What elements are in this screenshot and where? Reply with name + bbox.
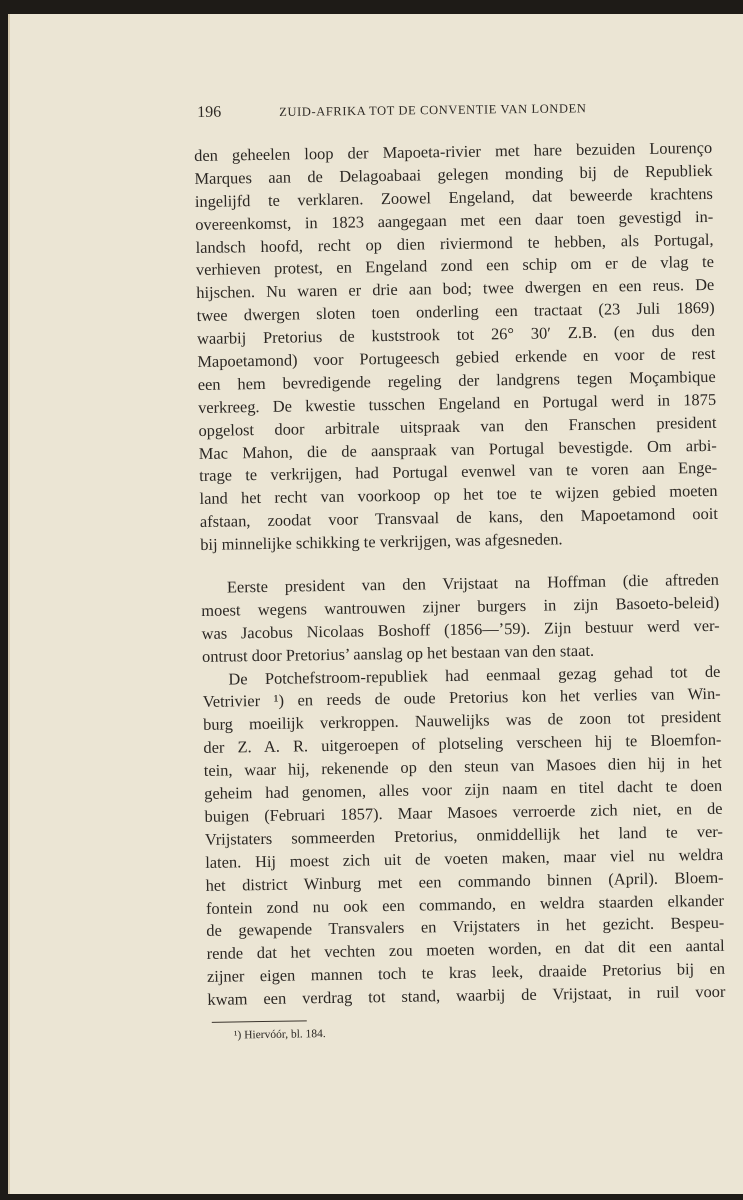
text-line: opgelost door arbitrale uitspraak van den Franschen president bbox=[198, 412, 717, 440]
text-line: Mapoetamond) voor Portugeesch gebied erkende en voor de rest bbox=[197, 343, 716, 371]
text-line: een hem bevredigende regeling der landgrens tegen Moçambique bbox=[197, 366, 716, 394]
text-line: den geheelen loop der Mapoeta-rivier met hare bezuiden Lourenço bbox=[194, 137, 713, 165]
text-line: verkreeg. De kwestie tusschen Engeland en Portugal werd in 1875 bbox=[197, 389, 717, 417]
text-line: buigen (Februari 1857). Maar Masoes verroerde zich niet, en de bbox=[204, 798, 723, 826]
text-line: tein, waar hij, rekenende op den steun van Masoes dien hij in het bbox=[203, 752, 722, 781]
book-page bbox=[8, 14, 743, 1194]
text-line: twee dwergen sloten toen onderling een tractaat (23 Juli 1869) bbox=[196, 298, 715, 326]
text-line: Vetrivier ¹) en reeds de oude Pretorius kon het verlies van Win- bbox=[202, 684, 721, 712]
text-line: laten. Hij moest zich uit de voeten maken, maar viel nu weldra bbox=[205, 844, 724, 872]
text-line: ingelijfd te verklaren. Zoowel Engeland, dat beweerde krachtens bbox=[194, 183, 713, 211]
text-line: rende dat het vechten zou moeten worden, en dat dit een aantal bbox=[206, 936, 725, 964]
text-line: Mac Mahon, die de aanspraak van Portugal bevestigde. Om arbi- bbox=[198, 435, 717, 463]
footnote-rule bbox=[212, 1020, 307, 1022]
text-line: trage te verkrijgen, had Portugal evenwel van te voren aan Enge- bbox=[199, 458, 718, 486]
text-line: Marques aan de Delagoabaai gelegen monding bij de Republiek bbox=[194, 160, 713, 188]
text-line: was Jacobus Nicolaas Boshoff (1856—’59). Zijn bestuur werd ver- bbox=[201, 615, 720, 643]
paragraph-1 bbox=[194, 137, 718, 557]
paragraph-3 bbox=[202, 660, 725, 1011]
body-text bbox=[194, 137, 726, 1044]
text-line: der Z. A. R. uitgeroepen of plotseling verscheen hij te Bloemfon- bbox=[203, 730, 722, 758]
footnote: ¹) Hiervóór, bl. 184. bbox=[233, 1027, 326, 1042]
text-line: bij minnelijke schikking te verkrijgen, was afgesneden. bbox=[200, 529, 563, 555]
text-line: moest wegens wantrouwen zijner burgers in zijn Basoeto-beleid) bbox=[201, 592, 720, 620]
running-head: ZUID-AFRIKA TOT DE CONVENTIE VAN LONDEN bbox=[279, 101, 587, 119]
text-line: verhieven protest, en Engeland zond een schip om er de vlag te bbox=[195, 252, 715, 280]
text-line: hijschen. Nu waren er drie aan bod; twee dwergen en een reus. De bbox=[196, 275, 715, 303]
text-line: burg moeilijk verkroppen. Nauwelijks was de zoon tot president bbox=[202, 707, 722, 735]
text-line: afstaan, zoodat voor Transvaal de kans, den Mapoetamond ooit bbox=[199, 504, 719, 532]
text-line: land het recht van voorkoop op het toe te wijzen gebied moeten bbox=[199, 481, 718, 509]
text-line: De Potchefstroom-republiek had eenmaal gezag gehad tot de bbox=[228, 661, 721, 689]
text-line: de gewapende Transvalers en Vrijstaters in het gezicht. Bespeu- bbox=[206, 913, 725, 941]
text-line: kwam een verdrag tot stand, waarbij de Vrijstaat, in ruil voor bbox=[207, 981, 726, 1009]
text-line: ontrust door Pretorius’ aanslag op het bestaan van den staat. bbox=[201, 640, 595, 666]
page-number: 196 bbox=[197, 103, 222, 121]
text-line: geheim had genomen, alles voor zijn naam en titel dacht te doen bbox=[204, 775, 723, 803]
text-line: fontein zond nu ook een commando, en weldra staarden elkander bbox=[205, 890, 725, 918]
text-line: Vrijstaters sommeerden Pretorius, onmiddellijk het land te ver- bbox=[204, 821, 723, 849]
text-line: landsch hoofd, recht op dien riviermond te hebben, als Portugal, bbox=[195, 229, 714, 257]
text-line: overeenkomst, in 1823 aangegaan met een daar toen gevestigd in- bbox=[195, 206, 714, 234]
text-line: Eerste president van den Vrijstaat na Hoffman (die aftreden bbox=[226, 569, 720, 597]
paragraph-2 bbox=[201, 569, 720, 669]
text-line: het district Winburg met een commando binnen (April). Bloem- bbox=[205, 867, 724, 895]
page-header bbox=[197, 93, 633, 124]
text-line: zijner eigen mannen toch te kras leek, draaide Pretorius bij en bbox=[206, 958, 726, 987]
text-line: waarbij Pretorius de kuststrook tot 26° 30′ Z.B. (en dus den bbox=[196, 320, 716, 349]
